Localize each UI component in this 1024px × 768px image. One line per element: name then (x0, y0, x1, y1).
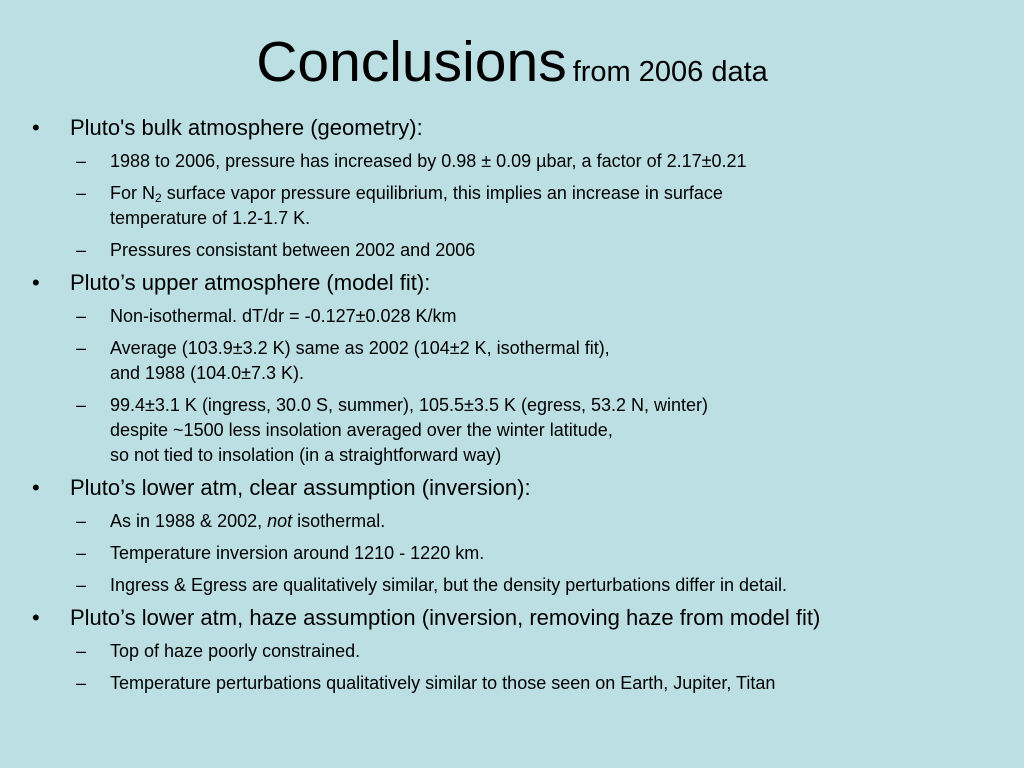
text-part: As in 1988 & 2002, (110, 511, 268, 531)
sub-bullet-text: 99.4±3.1 K (ingress, 30.0 S, summer), 105.5±3.5 K (egress, 53.2 N, winter) (110, 395, 709, 415)
bullet-lower-atm-haze (0, 604, 1024, 632)
bullet-heading: Pluto's bulk atmosphere (geometry): (70, 115, 423, 140)
sub-bullet (0, 304, 1024, 329)
dash-marker: – (76, 641, 87, 661)
bullet-marker: • (32, 475, 40, 500)
bullet-upper-atmosphere (0, 269, 1024, 297)
sub-bullet (0, 393, 1024, 468)
sub-bullet-text: Top of haze poorly constrained. (110, 641, 361, 661)
text-part: For N (110, 183, 155, 203)
sub-bullet-text: Temperature perturbations qualitatively similar to those seen on Earth, Jupiter, Titan (110, 673, 776, 693)
sub-bullet (0, 336, 1024, 386)
dash-marker: – (76, 511, 87, 531)
sub-bullet-text: Non-isothermal. dT/dr = -0.127±0.028 K/km (110, 306, 457, 326)
sub-bullet (0, 639, 1024, 664)
sub-bullet-text: so not tied to insolation (in a straightforward way) (110, 445, 502, 465)
bullet-marker: • (32, 605, 40, 630)
bullet-marker: • (32, 270, 40, 295)
dash-marker: – (76, 395, 87, 415)
bullet-heading: Pluto’s upper atmosphere (model fit): (70, 270, 431, 295)
dash-marker: – (76, 543, 87, 563)
sub-bullet (0, 149, 1024, 174)
sub-bullet-text: temperature of 1.2-1.7 K. (110, 208, 311, 228)
sub-bullet-text (110, 509, 1024, 534)
bullet-marker: • (32, 115, 40, 140)
dash-marker: – (76, 338, 87, 358)
bullet-bulk-atmosphere (0, 114, 1024, 142)
dash-marker: – (76, 306, 87, 326)
bullet-heading: Pluto’s lower atm, haze assumption (inversion, removing haze from model fit) (70, 605, 821, 630)
sub-bullet-text: 1988 to 2006, pressure has increased by 0.98 ± 0.09 µbar, a factor of 2.17±0.21 (110, 151, 747, 171)
sub-bullet-text (110, 181, 1024, 206)
title-main: Conclusions (256, 30, 567, 94)
dash-marker: – (76, 151, 87, 171)
bullet-lower-atm-clear (0, 474, 1024, 502)
sub-bullet-text: despite ~1500 less insolation averaged over the winter latitude, (110, 420, 613, 440)
sub-bullet-text: and 1988 (104.0±7.3 K). (110, 363, 305, 383)
sub-bullet-text: Average (103.9±3.2 K) same as 2002 (104±2 K, isothermal fit), (110, 338, 610, 358)
dash-marker: – (76, 240, 87, 260)
sub-bullet (0, 541, 1024, 566)
sub-bullet-text: Pressures consistant between 2002 and 2006 (110, 240, 476, 260)
bullet-list (0, 108, 1024, 696)
dash-marker: – (76, 183, 87, 203)
sub-bullet (0, 181, 1024, 231)
emphasis: not (267, 511, 293, 531)
slide-title (0, 30, 1024, 94)
dash-marker: – (76, 575, 87, 595)
bullet-heading: Pluto’s lower atm, clear assumption (inversion): (70, 475, 531, 500)
text-part: surface vapor pressure equilibrium, this implies an increase in surface (161, 183, 723, 203)
title-subtitle: from 2006 data (572, 56, 768, 88)
sub-bullet (0, 509, 1024, 534)
sub-bullet (0, 573, 1024, 598)
text-part: isothermal. (292, 511, 386, 531)
sub-bullet (0, 238, 1024, 263)
dash-marker: – (76, 673, 87, 693)
sub-bullet (0, 671, 1024, 696)
sub-bullet-text: Temperature inversion around 1210 - 1220 km. (110, 543, 485, 563)
subscript: 2 (155, 191, 162, 205)
sub-bullet-text: Ingress & Egress are qualitatively similar, but the density perturbations differ in detail. (110, 575, 788, 595)
